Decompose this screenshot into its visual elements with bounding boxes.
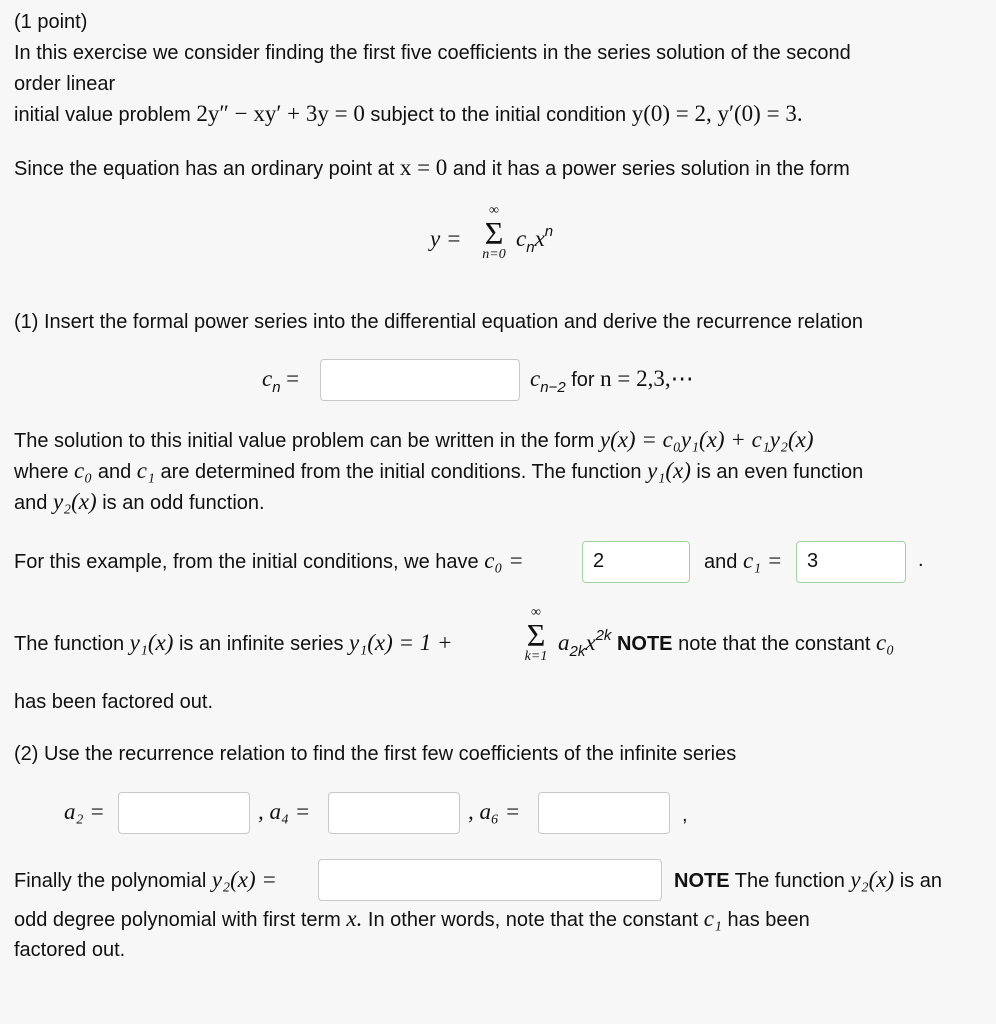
intro-line-2: order linear bbox=[14, 73, 116, 95]
intro-mid: subject to the initial condition bbox=[370, 104, 627, 126]
a2-label: a₂ = bbox=[64, 799, 105, 824]
solution-line-2: where c₀ and c₁ are determined from the initial conditions. The function y₁(x) is an even function bbox=[14, 458, 864, 483]
part2-comma: , bbox=[682, 804, 688, 826]
part2-text: (2) Use the recurrence relation to find the first few coefficients of the infinite series bbox=[14, 743, 737, 765]
recurrence-range: n = 2,3,⋯ bbox=[600, 366, 694, 391]
a6-label: , a₆ = bbox=[468, 799, 521, 824]
a2-input[interactable] bbox=[118, 792, 250, 834]
recurrence-lhs: $c_n$ = bbox=[262, 366, 300, 396]
solution-line-1: The solution to this initial value problem can be written in the form y(x) = c₀y₁(x) + c₁y₂(x) bbox=[14, 427, 814, 452]
c0-input[interactable]: 2 bbox=[582, 541, 690, 583]
final-line-3: factored out. bbox=[14, 939, 126, 961]
c1-input[interactable]: 3 bbox=[796, 541, 906, 583]
part1-text: (1) Insert the formal power series into the differential equation and derive the recurrence relation bbox=[14, 311, 863, 333]
constants-period: . bbox=[918, 549, 924, 571]
c1-label: c₁ = bbox=[742, 548, 783, 573]
y1-term-note: $a_{2k}x^{2k}$ NOTE note that the constant c₀ bbox=[558, 627, 895, 660]
general-solution: y(x) = c₀y₁(x) + c₁y₂(x) bbox=[599, 427, 814, 452]
intro-pre: initial value problem bbox=[14, 104, 191, 126]
final-line-2: odd degree polynomial with first term x. In other words, note that the constant c₁ has been bbox=[14, 906, 810, 931]
y1-series-line-2: has been factored out. bbox=[14, 691, 214, 713]
a4-label: , a₄ = bbox=[258, 799, 311, 824]
c0-label: c₀ = bbox=[484, 548, 524, 573]
a6-input[interactable] bbox=[538, 792, 670, 834]
ordinary-point: x = 0 bbox=[399, 155, 448, 180]
a4-input[interactable] bbox=[328, 792, 460, 834]
y1-series-line: The function y₁(x) is an infinite series y₁(x) = 1 + bbox=[14, 630, 453, 655]
recurrence-input[interactable] bbox=[320, 359, 520, 401]
ode-equation: 2y″ − xy′ + 3y = 0 bbox=[196, 101, 365, 126]
intro-line-1: In this exercise we consider finding the first five coefficients in the series solution of the second bbox=[14, 42, 851, 64]
sum-symbol-k: ∞ Σ k=1 bbox=[524, 605, 548, 664]
recurrence-rhs: $c_{n-2}$ for n = 2,3,⋯ bbox=[530, 366, 694, 396]
ordinary-point-line: Since the equation has an ordinary point at x = 0 and it has a power series solution in the form bbox=[14, 155, 850, 180]
solution-line-3: and y₂(x) is an odd function. bbox=[14, 489, 265, 514]
constants-line: For this example, from the initial conditions, we have c₀ = bbox=[14, 548, 524, 573]
series-term: $c_nx^n$ bbox=[516, 223, 554, 256]
sum-symbol: ∞ Σ n=0 bbox=[482, 203, 506, 262]
intro-line-3 bbox=[14, 100, 803, 129]
points-label: (1 point) bbox=[14, 11, 88, 33]
c1-label-group: and c₁ = bbox=[704, 548, 783, 573]
final-line-1: Finally the polynomial y₂(x) = bbox=[14, 867, 277, 892]
series-formula: y = bbox=[430, 226, 462, 251]
y2-polynomial-input[interactable] bbox=[318, 859, 662, 901]
initial-conditions: y(0) = 2, y′(0) = 3. bbox=[631, 101, 803, 126]
final-note: NOTE The function y₂(x) is an bbox=[674, 867, 942, 892]
